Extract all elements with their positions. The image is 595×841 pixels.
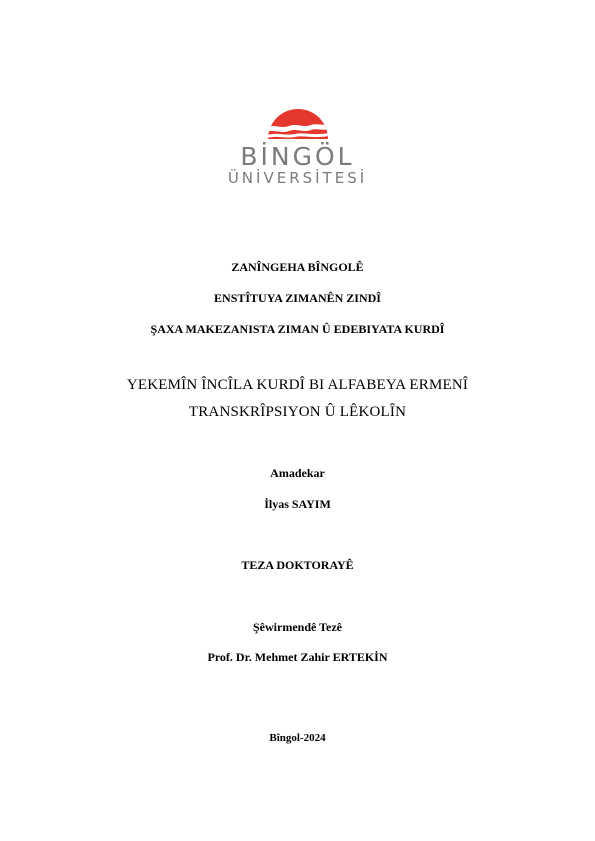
thesis-type: TEZA DOKTORAYÊ: [241, 558, 354, 572]
university-name: ZANÎNGEHA BÎNGOLÊ: [231, 260, 364, 274]
author-label: Amadekar: [270, 466, 325, 480]
advisor-name: Prof. Dr. Mehmet Zahir ERTEKİN: [207, 650, 388, 664]
thesis-title-line-1: YEKEMÎN ÎNCÎLA KURDÎ BI ALFABEYA ERMENÎ: [126, 377, 469, 393]
sun-over-water-icon: [267, 108, 329, 140]
institute-name: ENSTÎTUYA ZIMANÊN ZINDÎ: [214, 291, 381, 305]
place-and-date: Bîngol-2024: [269, 732, 326, 744]
advisor-label: Şêwirmendê Tezê: [253, 620, 342, 634]
author-name: İlyas SAYIM: [264, 497, 331, 511]
department-name: ŞAXA MAKEZANISTA ZIMAN Û EDEBIYATA KURDÎ: [150, 322, 445, 336]
university-logo: [0, 108, 595, 187]
logo-wordmark-universitesi: ÜNİVERSİTESİ: [227, 169, 368, 187]
logo-wordmark-bingol: BİNGÖL: [240, 142, 355, 171]
thesis-title-line-2: TRANSKRÎPSIYON Û LÊKOLÎN: [188, 404, 407, 420]
